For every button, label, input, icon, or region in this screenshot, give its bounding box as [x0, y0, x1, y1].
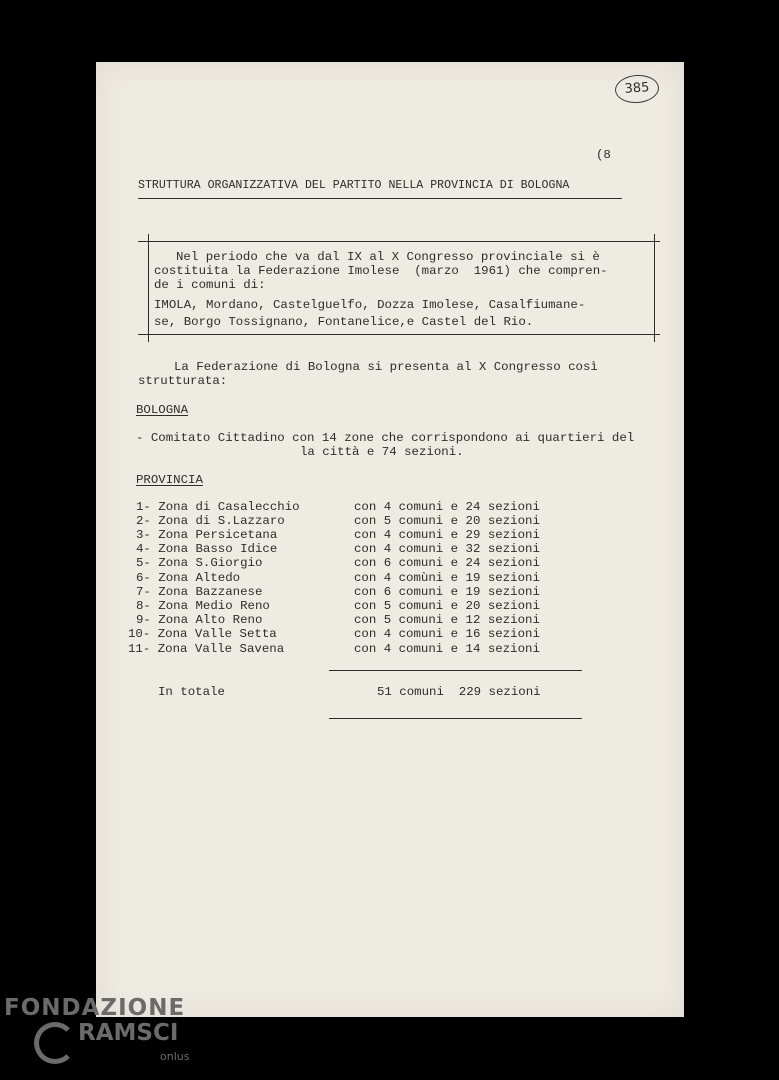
document-title: STRUTTURA ORGANIZZATIVA DEL PARTITO NELLA PROVINCIA DI BOLOGNA	[138, 179, 570, 192]
bologna-heading: BOLOGNA	[136, 403, 189, 417]
zone-stats: con 4 comuni e 29 sezioni	[354, 528, 540, 542]
box-right-border	[654, 234, 655, 342]
total-stats: 51 comuni 229 sezioni	[377, 685, 541, 699]
box-top-border	[138, 241, 660, 242]
zone-stats: con 4 comuni e 14 sezioni	[354, 642, 540, 656]
zone-stats: con 5 comuni e 20 sezioni	[354, 514, 540, 528]
total-rule-top	[329, 670, 582, 671]
intro-line: strutturata:	[138, 374, 228, 388]
box-line: IMOLA, Mordano, Castelguelfo, Dozza Imolese, Casalfiumane-	[154, 298, 586, 312]
zone-name: 4- Zona Basso Idice	[136, 542, 278, 556]
intro-line: La Federazione di Bologna si presenta al X Congresso così	[174, 360, 598, 374]
box-line: costituita la Federazione Imolese (marzo 1961) che compren-	[154, 264, 608, 278]
watermark-line1: FONDAZIONE	[4, 995, 186, 1021]
zone-name: 9- Zona Alto Reno	[136, 613, 263, 627]
title-underline	[138, 198, 622, 199]
zone-name: 10- Zona Valle Setta	[128, 627, 277, 641]
zone-name: 6- Zona Altedo	[136, 571, 241, 585]
box-bottom-border	[138, 334, 660, 335]
zone-stats: con 4 comuni e 32 sezioni	[354, 542, 540, 556]
box-left-border	[148, 234, 149, 342]
zone-name: 2- Zona di S.Lazzaro	[136, 514, 285, 528]
total-label: In totale	[158, 685, 225, 699]
box-line: Nel periodo che va dal IX al X Congresso provinciale si è	[176, 250, 600, 264]
box-line: de i comuni di:	[154, 278, 266, 292]
zone-stats: con 4 comuni e 16 sezioni	[354, 627, 540, 641]
zone-name: 8- Zona Medio Reno	[136, 599, 270, 613]
zone-name: 7- Zona Bazzanese	[136, 585, 263, 599]
archive-stamp: 385	[614, 73, 660, 104]
watermark-line2: RAMSCI	[78, 1020, 179, 1046]
zone-name: 5- Zona S.Giorgio	[136, 556, 263, 570]
zone-stats: con 6 comuni e 19 sezioni	[354, 585, 540, 599]
zone-stats: con 4 comùni e 19 sezioni	[354, 571, 540, 585]
total-rule-bottom	[329, 718, 582, 719]
zone-stats: con 5 comuni e 12 sezioni	[354, 613, 540, 627]
bologna-line: la città e 74 sezioni.	[300, 445, 464, 459]
zone-name: 11- Zona Valle Savena	[128, 642, 285, 656]
zone-stats: con 5 comuni e 20 sezioni	[354, 599, 540, 613]
zone-stats: con 4 comuni e 24 sezioni	[354, 500, 540, 514]
box-line: se, Borgo Tossignano, Fontanelice,e Castel del Rio.	[154, 315, 534, 329]
zone-name: 3- Zona Persicetana	[136, 528, 278, 542]
document-page	[96, 62, 684, 1017]
bologna-line: - Comitato Cittadino con 14 zone che corrispondono ai quartieri del	[136, 431, 635, 445]
provincia-heading: PROVINCIA	[136, 473, 203, 487]
page-number: (8	[596, 148, 611, 162]
gramsci-g-icon	[34, 1022, 76, 1064]
zone-name: 1- Zona di Casalecchio	[136, 500, 300, 514]
watermark-line3: onlus	[160, 1050, 190, 1063]
zone-stats: con 6 comuni e 24 sezioni	[354, 556, 540, 570]
